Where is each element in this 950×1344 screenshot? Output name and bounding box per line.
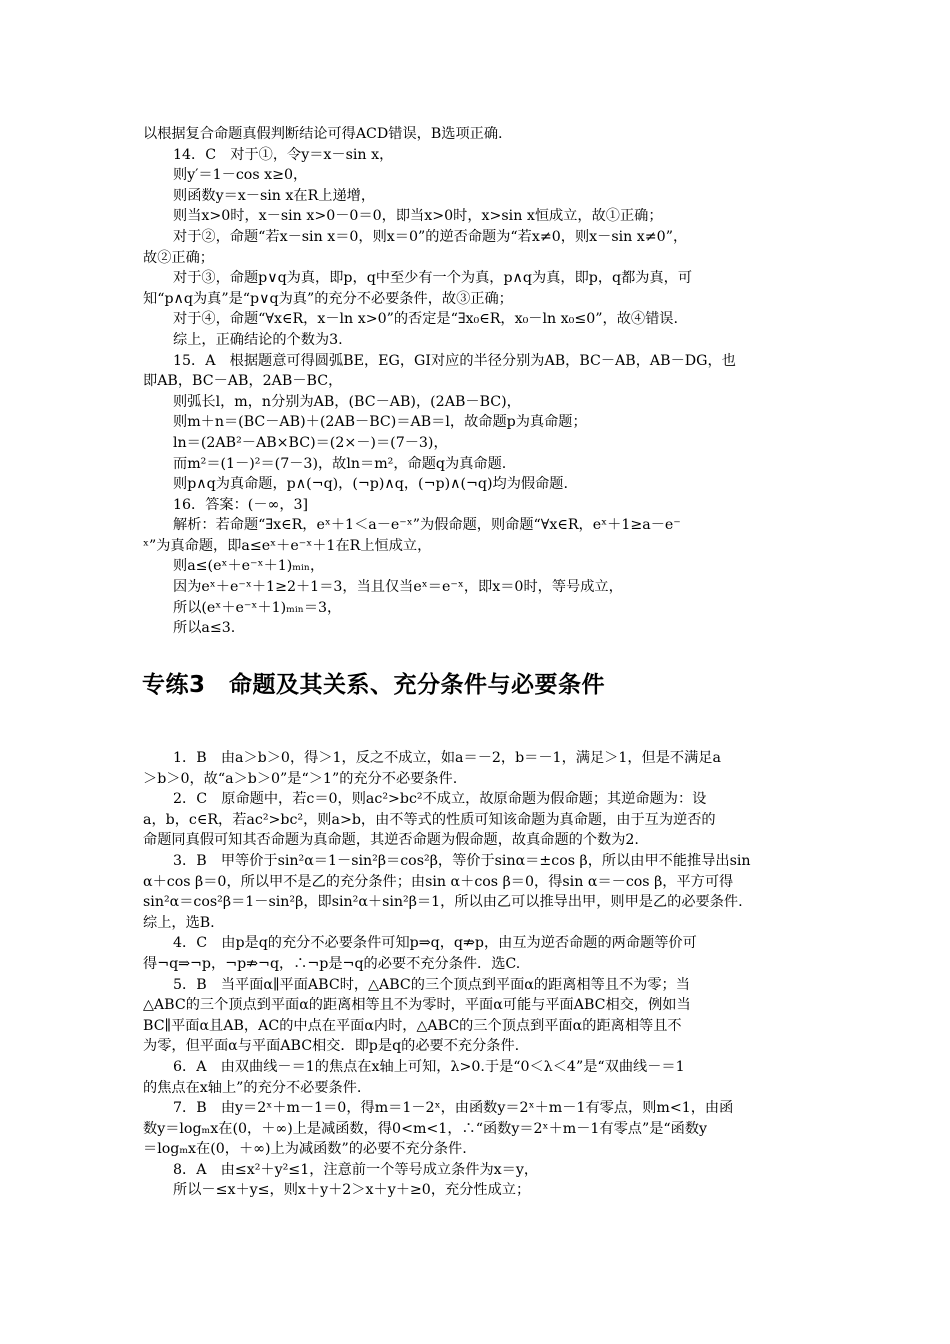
text-line: ＞b＞0，故“a＞b＞0”是“＞1”的充分不必要条件.	[143, 770, 458, 787]
text-line: α＋cos β＝0，所以甲不是乙的充分条件；由sin α＋cos β＝0，得sin α＝－cos β，平方可得	[143, 873, 734, 890]
text-line: 所以(eˣ＋e⁻ˣ＋1)ₘᵢₙ＝3，	[173, 599, 342, 616]
text-line: 故②正确；	[143, 249, 214, 266]
text-line: ln＝(2AB²－AB×BC)＝(2×－)＝(7－3)，	[173, 434, 448, 451]
text-line: 以根据复合命题真假判断结论可得ACD错误，B选项正确.	[143, 126, 503, 142]
text-line: 8．A 由≤x²＋y²≤1，注意前一个等号成立条件为x＝y，	[173, 1161, 539, 1178]
text-line: 则当x>0时，x－sin x>0－0＝0，即当x>0时，x>sin x恒成立，故①正确；	[173, 208, 663, 225]
text-line: ＝logₘx在(0，＋∞)上为减函数”的必要不充分条件.	[143, 1141, 467, 1158]
text-line: 所以a≤3.	[173, 620, 236, 637]
text-line: 为零，但平面α与平面ABC相交．即p是q的必要不充分条件.	[143, 1038, 520, 1055]
text-line: 则y′＝1－cos x≥0，	[173, 167, 308, 184]
answer-block-bottom	[143, 748, 811, 1201]
text-line: 5．B 当平面α∥平面ABC时，△ABC的三个顶点到平面α的距离相等且不为零；当	[173, 976, 690, 993]
text-line: 则函数y＝x－sin x在R上递增，	[173, 187, 376, 204]
answer-block-top	[143, 124, 811, 639]
text-line: 4．C 由p是q的充分不必要条件可知p⇒q，q⇏p，由互为逆否命题的两命题等价可	[173, 935, 697, 952]
text-line: 而m²＝(1－)²＝(7－3)，故ln＝m²，命题q为真命题.	[173, 455, 507, 472]
text-line: 1．B 由a＞b＞0，得＞1，反之不成立，如a＝－2，b＝－1，满足＞1，但是不满足a	[173, 750, 721, 766]
text-line: 3．B 甲等价于sin²α＝1－sin²β＝cos²β，等价于sinα＝±cos β，所以由甲不能推导出sin	[173, 852, 751, 869]
text-line: 综上，选B.	[143, 914, 215, 931]
text-line: 的焦点在x轴上”的充分不必要条件.	[143, 1079, 362, 1096]
text-line: BC∥平面α且AB，AC的中点在平面α内时，△ABC的三个顶点到平面α的距离相等且不	[143, 1017, 682, 1034]
text-line: 则弧长l，m，n分别为AB，(BC－AB)，(2AB－BC)，	[173, 393, 521, 410]
text-line: 7．B 由y＝2ˣ＋m－1＝0，得m＝1－2ˣ，由函数y＝2ˣ＋m－1有零点，则m<1，由函	[173, 1100, 734, 1117]
text-line: 则p∧q为真命题，p∧(¬q)，(¬p)∧q，(¬p)∧(¬q)均为假命题.	[173, 476, 568, 493]
text-line: 数y＝logₘx在(0，＋∞)上是减函数，得0<m<1，∴“函数y＝2ˣ＋m－1有零点”是“函数y	[143, 1120, 708, 1137]
text-line: 对于④，命题“∀x∈R，x－ln x>0”的否定是“∃x₀∈R，x₀－ln x₀≤0”，故④错误.	[173, 311, 678, 328]
text-line: ˣ”为真命题，即a≤eˣ＋e⁻ˣ＋1在R上恒成立，	[143, 537, 432, 554]
text-line: 2．C 原命题中，若c＝0，则ac²>bc²不成立，故原命题为假命题；其逆命题为：设	[173, 791, 707, 808]
text-line: 得¬q⇒¬p，¬p⇏¬q，∴¬p是¬q的必要不充分条件．选C.	[143, 955, 521, 972]
section-title: 专练3 命题及其关系、充分条件与必要条件	[142, 672, 606, 698]
text-line: 6．A 由双曲线－＝1的焦点在x轴上可知，λ>0.于是“0＜λ＜4”是“双曲线－＝1	[173, 1058, 685, 1075]
text-line: 对于②，命题“若x－sin x＝0，则x＝0”的逆否命题为“若x≠0，则x－sin x≠0”，	[173, 228, 688, 245]
text-line: 知“p∧q为真”是“p∨q为真”的充分不必要条件，故③正确；	[143, 290, 513, 307]
text-line: 对于③，命题p∨q为真，即p，q中至少有一个为真，p∧q为真，即p，q都为真，可	[173, 270, 693, 287]
text-line: 14．C 对于①，令y＝x－sin x，	[173, 146, 394, 163]
text-line: 15．A 根据题意可得圆弧BE，EG，GI对应的半径分别为AB，BC－AB，AB－DG，也	[173, 352, 736, 369]
text-line: 综上，正确结论的个数为3.	[173, 331, 343, 348]
text-line: 所以－≤x＋y≤，则x＋y＋2＞x＋y＋≥0，充分性成立；	[173, 1182, 531, 1199]
text-line: sin²α＝cos²β＝1－sin²β，即sin²α＋sin²β＝1，所以由乙可以推导出甲，则甲是乙的必要条件.	[143, 894, 743, 911]
text-line: a，b，c∈R，若ac²>bc²，则a>b，由不等式的性质可知该命题为真命题，由于互为逆否的	[143, 811, 716, 828]
text-line: △ABC的三个顶点到平面α的距离相等且不为零时，平面α可能与平面ABC相交，例如当	[143, 997, 691, 1014]
text-line: 因为eˣ＋e⁻ˣ＋1≥2＋1＝3，当且仅当eˣ＝e⁻ˣ，即x＝0时，等号成立，	[173, 579, 623, 596]
text-line: 16．答案：(－∞，3]	[173, 496, 309, 513]
text-line: 命题同真假可知其否命题为真命题，其逆否命题为假命题，故真命题的个数为2.	[143, 832, 639, 849]
text-line: 则a≤(eˣ＋e⁻ˣ＋1)ₘᵢₙ，	[173, 558, 325, 575]
text-line: 即AB，BC－AB，2AB－BC，	[143, 373, 343, 390]
text-line: 解析：若命题“∃x∈R，eˣ＋1＜a－e⁻ˣ”为假命题，则命题“∀x∈R，eˣ＋1≥a－e⁻	[173, 517, 681, 534]
text-line: 则m＋n＝(BC－AB)＋(2AB－BC)＝AB＝l，故命题p为真命题；	[173, 414, 587, 431]
